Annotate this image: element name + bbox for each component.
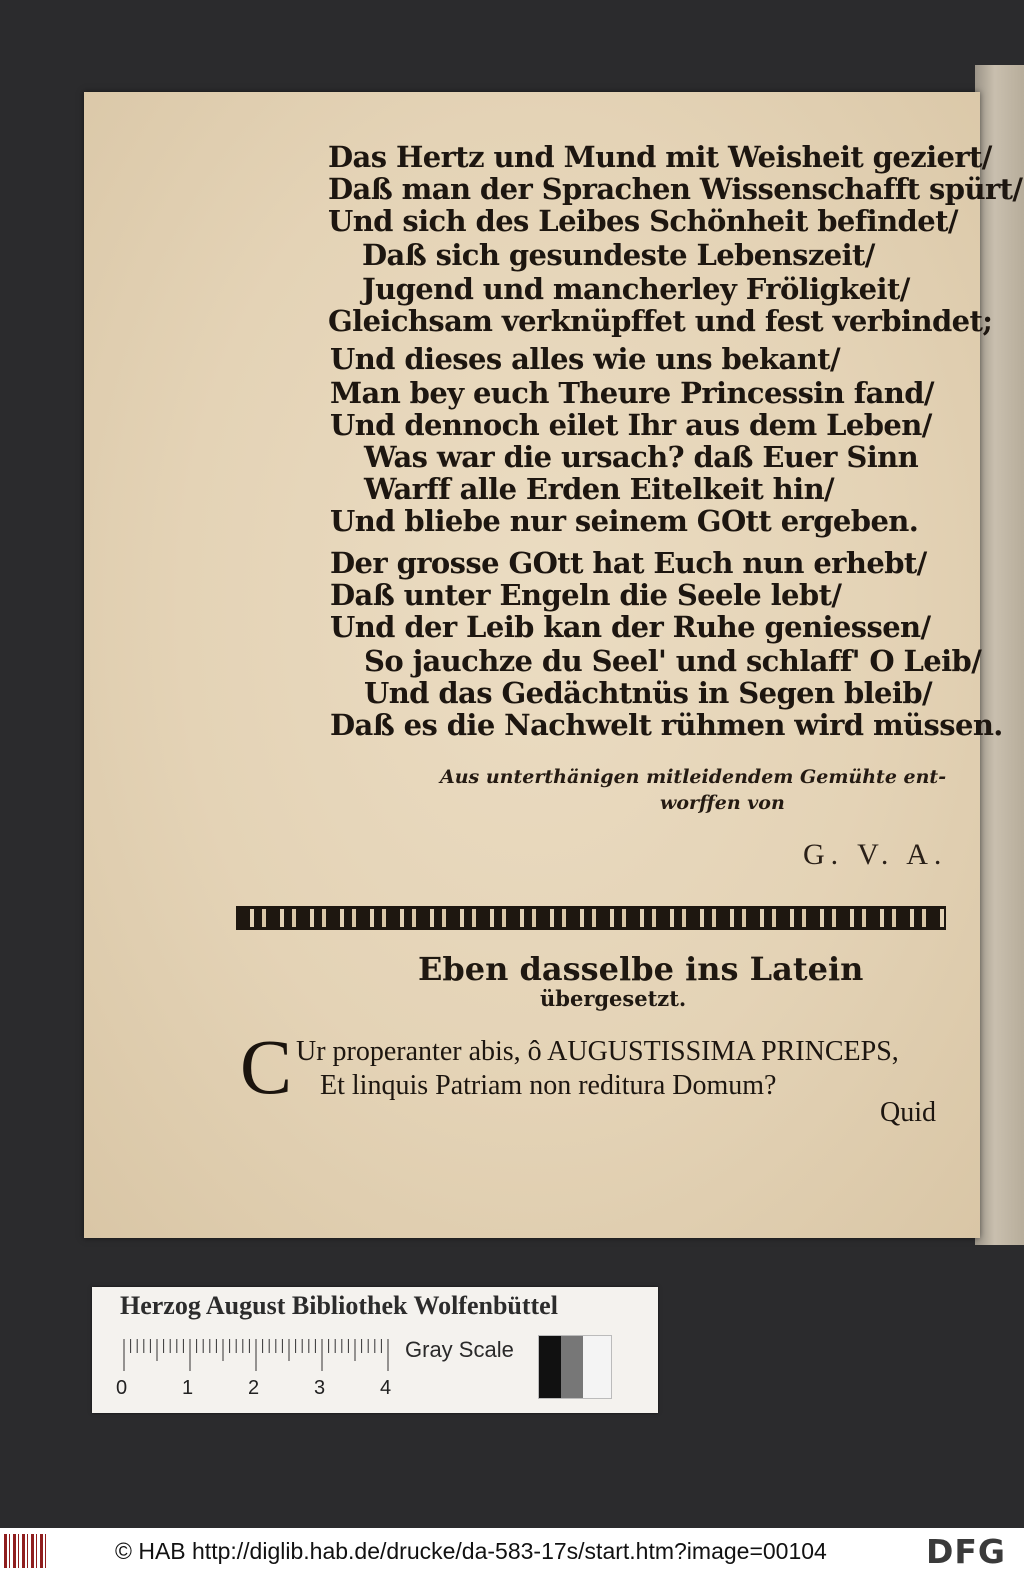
gray-scale-label: Gray Scale xyxy=(405,1337,514,1362)
verse-line: Das Hertz und Mund mit Weisheit geziert/ xyxy=(328,140,992,174)
verse-line: Daß sich gesundeste Lebenszeit/ xyxy=(362,238,875,272)
verse-line: Und sich des Leibes Schönheit befindet/ xyxy=(328,204,958,238)
verse-line: Daß man der Sprachen Wissenschafft spürt/ xyxy=(328,172,1023,206)
scanned-page xyxy=(84,92,1023,1238)
next-page-edge xyxy=(975,65,1024,1245)
section-subheading: übergesetzt. xyxy=(540,986,687,1011)
ornamental-divider xyxy=(236,906,946,930)
attribution-line: Aus unterthänigen mitleidendem Gemühte ent- xyxy=(440,766,947,788)
verse-line: Warff alle Erden Eitelkeit hin/ xyxy=(364,472,835,506)
ruler-number: 0 xyxy=(116,1377,128,1399)
verse-line: Und dennoch eilet Ihr aus dem Leben/ xyxy=(330,408,932,442)
catchword: Quid xyxy=(880,1097,936,1128)
section-heading: Eben dasselbe ins Latein xyxy=(418,950,864,988)
verse-line: Daß es die Nachwelt rühmen wird müssen. xyxy=(330,708,1003,742)
ruler-number: 4 xyxy=(380,1377,392,1399)
color-scale-card xyxy=(92,1287,658,1413)
ruler xyxy=(120,1339,392,1371)
latin-verse-line: Et linquis Patriam non reditura Domum? xyxy=(320,1070,777,1101)
verse-line: Jugend und mancherley Fröligkeit/ xyxy=(362,272,910,306)
verse-line: Daß unter Engeln die Seele lebt/ xyxy=(330,578,842,612)
ruler-number: 2 xyxy=(248,1377,260,1399)
verse-line: So jauchze du Seel' und schlaff' O Leib/ xyxy=(364,644,982,678)
ruler-number: 3 xyxy=(314,1377,326,1399)
verse-line: Und bliebe nur seinem GOtt ergeben. xyxy=(330,504,919,538)
verse-line: Man bey euch Theure Princessin fand/ xyxy=(330,376,934,410)
latin-verse-line: Ur properanter abis, ô AUGUSTISSIMA PRINCEPS, xyxy=(296,1036,899,1067)
verse-line: Der grosse GOtt hat Euch nun erhebt/ xyxy=(330,546,927,580)
verse-line: Was war die ursach? daß Euer Sinn xyxy=(364,440,919,474)
copyright-link[interactable]: © HAB http://diglib.hab.de/drucke/da-583-17s/start.htm?image=00104 xyxy=(115,1538,827,1564)
drop-cap: C xyxy=(240,1023,293,1110)
verse-line: Und das Gedächtnüs in Segen bleib/ xyxy=(364,676,932,710)
verse-line: Und dieses alles wie uns bekant/ xyxy=(330,342,840,376)
attribution-line: worffen von xyxy=(660,792,785,814)
dfg-logo: DFG xyxy=(926,1532,1007,1571)
verse-line: Gleichsam verknüpffet und fest verbindet; xyxy=(328,304,993,338)
ruler-number: 1 xyxy=(182,1377,194,1399)
barcode-icon xyxy=(4,1534,48,1568)
verse-line: Und der Leib kan der Ruhe geniessen/ xyxy=(330,610,931,644)
author-initials: G. V. A. xyxy=(803,838,948,871)
footer-bar xyxy=(0,1528,1024,1584)
library-name: Herzog August Bibliothek Wolfenbüttel xyxy=(120,1291,558,1320)
gray-scale-swatch xyxy=(538,1335,612,1399)
